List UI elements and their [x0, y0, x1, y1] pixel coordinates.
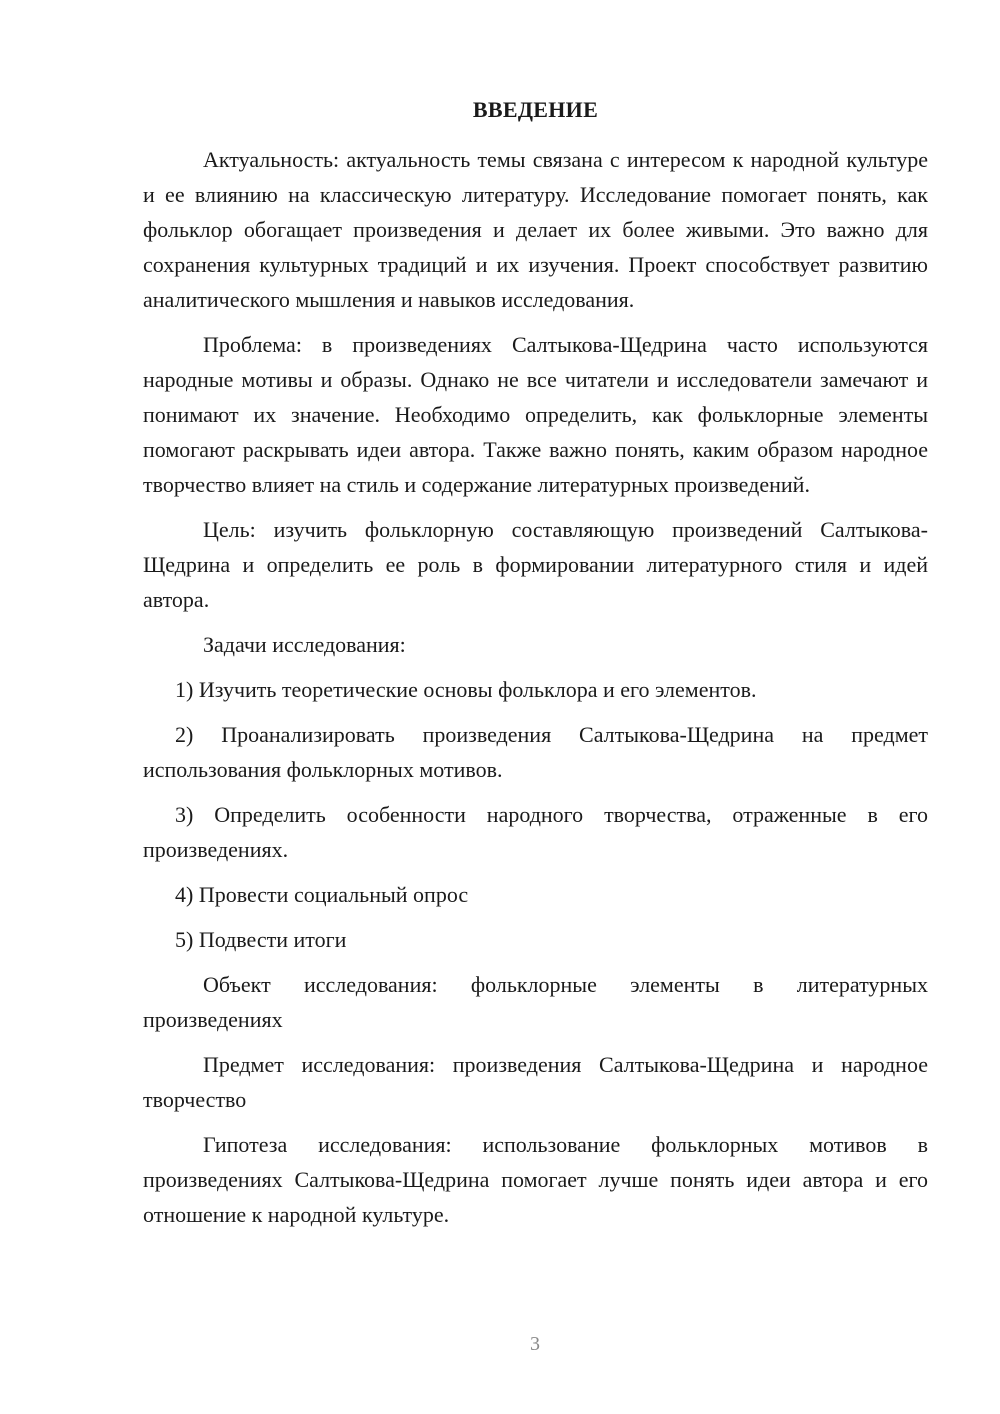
task-item-5: 5) Подвести итоги: [175, 927, 347, 952]
hypothesis-paragraph: Гипотеза исследования: использование фольклорных мотивов в произведениях Салтыкова-Щедрина помогает лучше понять идеи автора и его отношение к народной культуре.: [143, 1132, 928, 1227]
task-item-4: 4) Провести социальный опрос: [175, 882, 469, 907]
task-item-2: 2) Проанализировать произведения Салтыкова-Щедрина на предмет использования фольклорных мотивов.: [143, 722, 928, 782]
object-paragraph: Объект исследования: фольклорные элементы в литературных произведениях: [143, 972, 928, 1032]
goal-paragraph: Цель: изучить фольклорную составляющую произведений Салтыкова-Щедрина и определить ее роль в формировании литературного стиля и идей автора.: [143, 517, 928, 612]
page-number: 3: [530, 1333, 540, 1355]
document-page: [143, 92, 928, 1242]
task-item-1: 1) Изучить теоретические основы фольклора и его элементов.: [175, 677, 757, 702]
tasks-heading: Задачи исследования:: [203, 632, 406, 657]
page-title: ВВЕДЕНИЕ: [472, 97, 599, 122]
relevance-paragraph: Актуальность: актуальность темы связана с интересом к народной культуре и ее влиянию на классическую литературу. Исследование помогает понять, как фольклор обогащает произведения и делает их более живыми. Это важно для сохранения культурных традиций и их изучения. Проект способствует развитию аналитического мышления и навыков исследования.: [143, 147, 928, 312]
subject-paragraph: Предмет исследования: произведения Салтыкова-Щедрина и народное творчество: [143, 1052, 928, 1112]
problem-paragraph: Проблема: в произведениях Салтыкова-Щедрина часто используются народные мотивы и образы. Однако не все читатели и исследователи замечают и понимают их значение. Необходимо определить, как фольклорные элементы помогают раскрывать идеи автора. Также важно понять, каким образом народное творчество влияет на стиль и содержание литературных произведений.: [143, 332, 928, 497]
task-item-3: 3) Определить особенности народного творчества, отраженные в его произведениях.: [143, 802, 928, 862]
